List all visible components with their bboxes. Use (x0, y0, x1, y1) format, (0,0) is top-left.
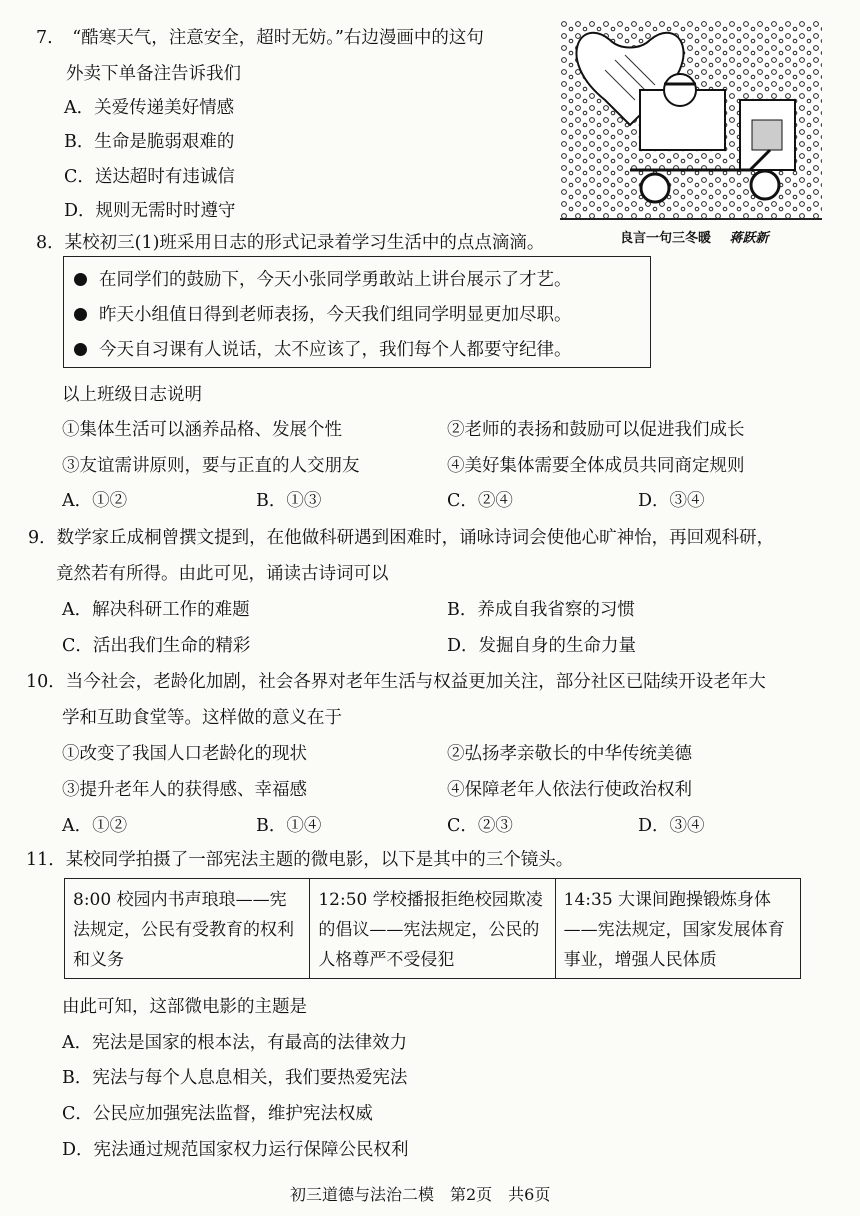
q8-item: ③友谊需讲原则，要与正直的人交朋友 (62, 456, 360, 476)
q10-item: ②弘扬孝亲敬长的中华传统美德 (447, 744, 692, 764)
q7-stem-line2: 外卖下单备注告诉我们 (66, 64, 241, 84)
film-shot-cell: 12:50 学校播报拒绝校园欺凌的倡议——宪法规定，公民的人格尊严不受侵犯 (309, 879, 554, 978)
film-shot-cell: 8:00 校园内书声琅琅——宪法规定，公民有受教育的权利和义务 (73, 890, 294, 970)
q8-option-b[interactable]: B．①③ (256, 491, 322, 511)
class-log-box (63, 256, 651, 368)
bullet-icon (74, 308, 87, 321)
cartoon-drawing (560, 20, 822, 218)
q9-stem-line2: 竟然若有所得。由此可见，诵读古诗词可以 (56, 564, 389, 584)
q7-option-b[interactable]: B．生命是脆弱艰难的 (64, 132, 235, 152)
q8-item: ①集体生活可以涵养品格、发展个性 (62, 420, 342, 440)
q10-item: ①改变了我国人口老龄化的现状 (62, 744, 307, 764)
q10-item: ③提升老年人的获得感、幸福感 (62, 780, 307, 800)
q10-option-d[interactable]: D．③④ (638, 816, 705, 836)
q8-question: 以上班级日志说明 (62, 385, 202, 405)
cartoon-caption-author: 蒋跃新 (729, 231, 769, 246)
log-text: 今天自习课有人说话，太不应该了，我们每个人都要守纪律。 (99, 340, 572, 360)
q8-item: ④美好集体需要全体成员共同商定规则 (447, 456, 745, 476)
film-shot-cell: 14:35 大课间跑操锻炼身体——宪法规定，国家发展体育事业，增强人民体质 (555, 879, 800, 978)
q7-stem-line1: “酷寒天气，注意安全，超时无妨。”右边漫画中的这句 (72, 28, 484, 48)
q8-option-a[interactable]: A．①② (62, 491, 128, 511)
q11-option-c[interactable]: C．公民应加强宪法监督，维护宪法权威 (62, 1104, 373, 1124)
page-footer: 初三道德与法治二模 第2页 共6页 (290, 1185, 551, 1204)
q8-stem: 8．某校初三(1)班采用日志的形式记录着学习生活中的点点滴滴。 (36, 233, 545, 253)
log-text: 在同学们的鼓励下，今天小张同学勇敢站上讲台展示了才艺。 (99, 270, 572, 290)
q10-option-b[interactable]: B．①④ (256, 816, 322, 836)
log-line (74, 298, 650, 333)
film-shots-table (64, 878, 801, 979)
cartoon-image (560, 20, 822, 220)
q11-option-d[interactable]: D．宪法通过规范国家权力运行保障公民权利 (62, 1140, 409, 1160)
log-text: 昨天小组值日得到老师表扬，今天我们组同学明显更加尽职。 (99, 305, 572, 325)
q7-stem (36, 24, 484, 49)
bullet-icon (74, 343, 87, 356)
q9-stem-line1: 9．数学家丘成桐曾撰文提到，在他做科研遇到困难时，诵咏诗词会使他心旷神怡，再回观科研， (28, 528, 775, 548)
bullet-icon (74, 273, 87, 286)
log-line (74, 333, 650, 368)
q11-option-b[interactable]: B．宪法与每个人息息相关，我们要热爱宪法 (62, 1068, 408, 1088)
q11-stem: 11．某校同学拍摄了一部宪法主题的微电影，以下是其中的三个镜头。 (26, 850, 574, 870)
q8-item: ②老师的表扬和鼓励可以促进我们成长 (447, 420, 745, 440)
q7-option-a[interactable]: A．关爱传递美好情感 (64, 98, 235, 118)
cartoon-caption (620, 227, 769, 246)
q9-option-a[interactable]: A．解决科研工作的难题 (62, 600, 250, 620)
q11-question: 由此可知，这部微电影的主题是 (62, 997, 307, 1017)
q7-option-c[interactable]: C．送达超时有违诚信 (64, 167, 235, 187)
q8-option-d[interactable]: D．③④ (638, 491, 705, 511)
q7-number: 7. (36, 28, 53, 48)
cartoon-caption-title: 良言一句三冬暖 (620, 231, 712, 246)
q9-option-b[interactable]: B．养成自我省察的习惯 (447, 600, 635, 620)
q10-option-a[interactable]: A．①② (62, 816, 128, 836)
q8-option-c[interactable]: C．②④ (447, 491, 513, 511)
q10-stem-line2: 学和互助食堂等。这样做的意义在于 (62, 708, 342, 728)
q9-option-d[interactable]: D．发掘自身的生命力量 (447, 636, 637, 656)
q11-option-a[interactable]: A．宪法是国家的根本法，有最高的法律效力 (62, 1033, 408, 1053)
q10-item: ④保障老年人依法行使政治权利 (447, 780, 692, 800)
q9-option-c[interactable]: C．活出我们生命的精彩 (62, 636, 251, 656)
log-line (74, 263, 650, 298)
q10-stem-line1: 10．当今社会，老龄化加剧，社会各界对老年生活与权益更加关注，部分社区已陆续开设老年大 (26, 672, 766, 692)
q10-option-c[interactable]: C．②③ (447, 816, 513, 836)
q7-option-d[interactable]: D．规则无需时时遵守 (64, 201, 236, 221)
